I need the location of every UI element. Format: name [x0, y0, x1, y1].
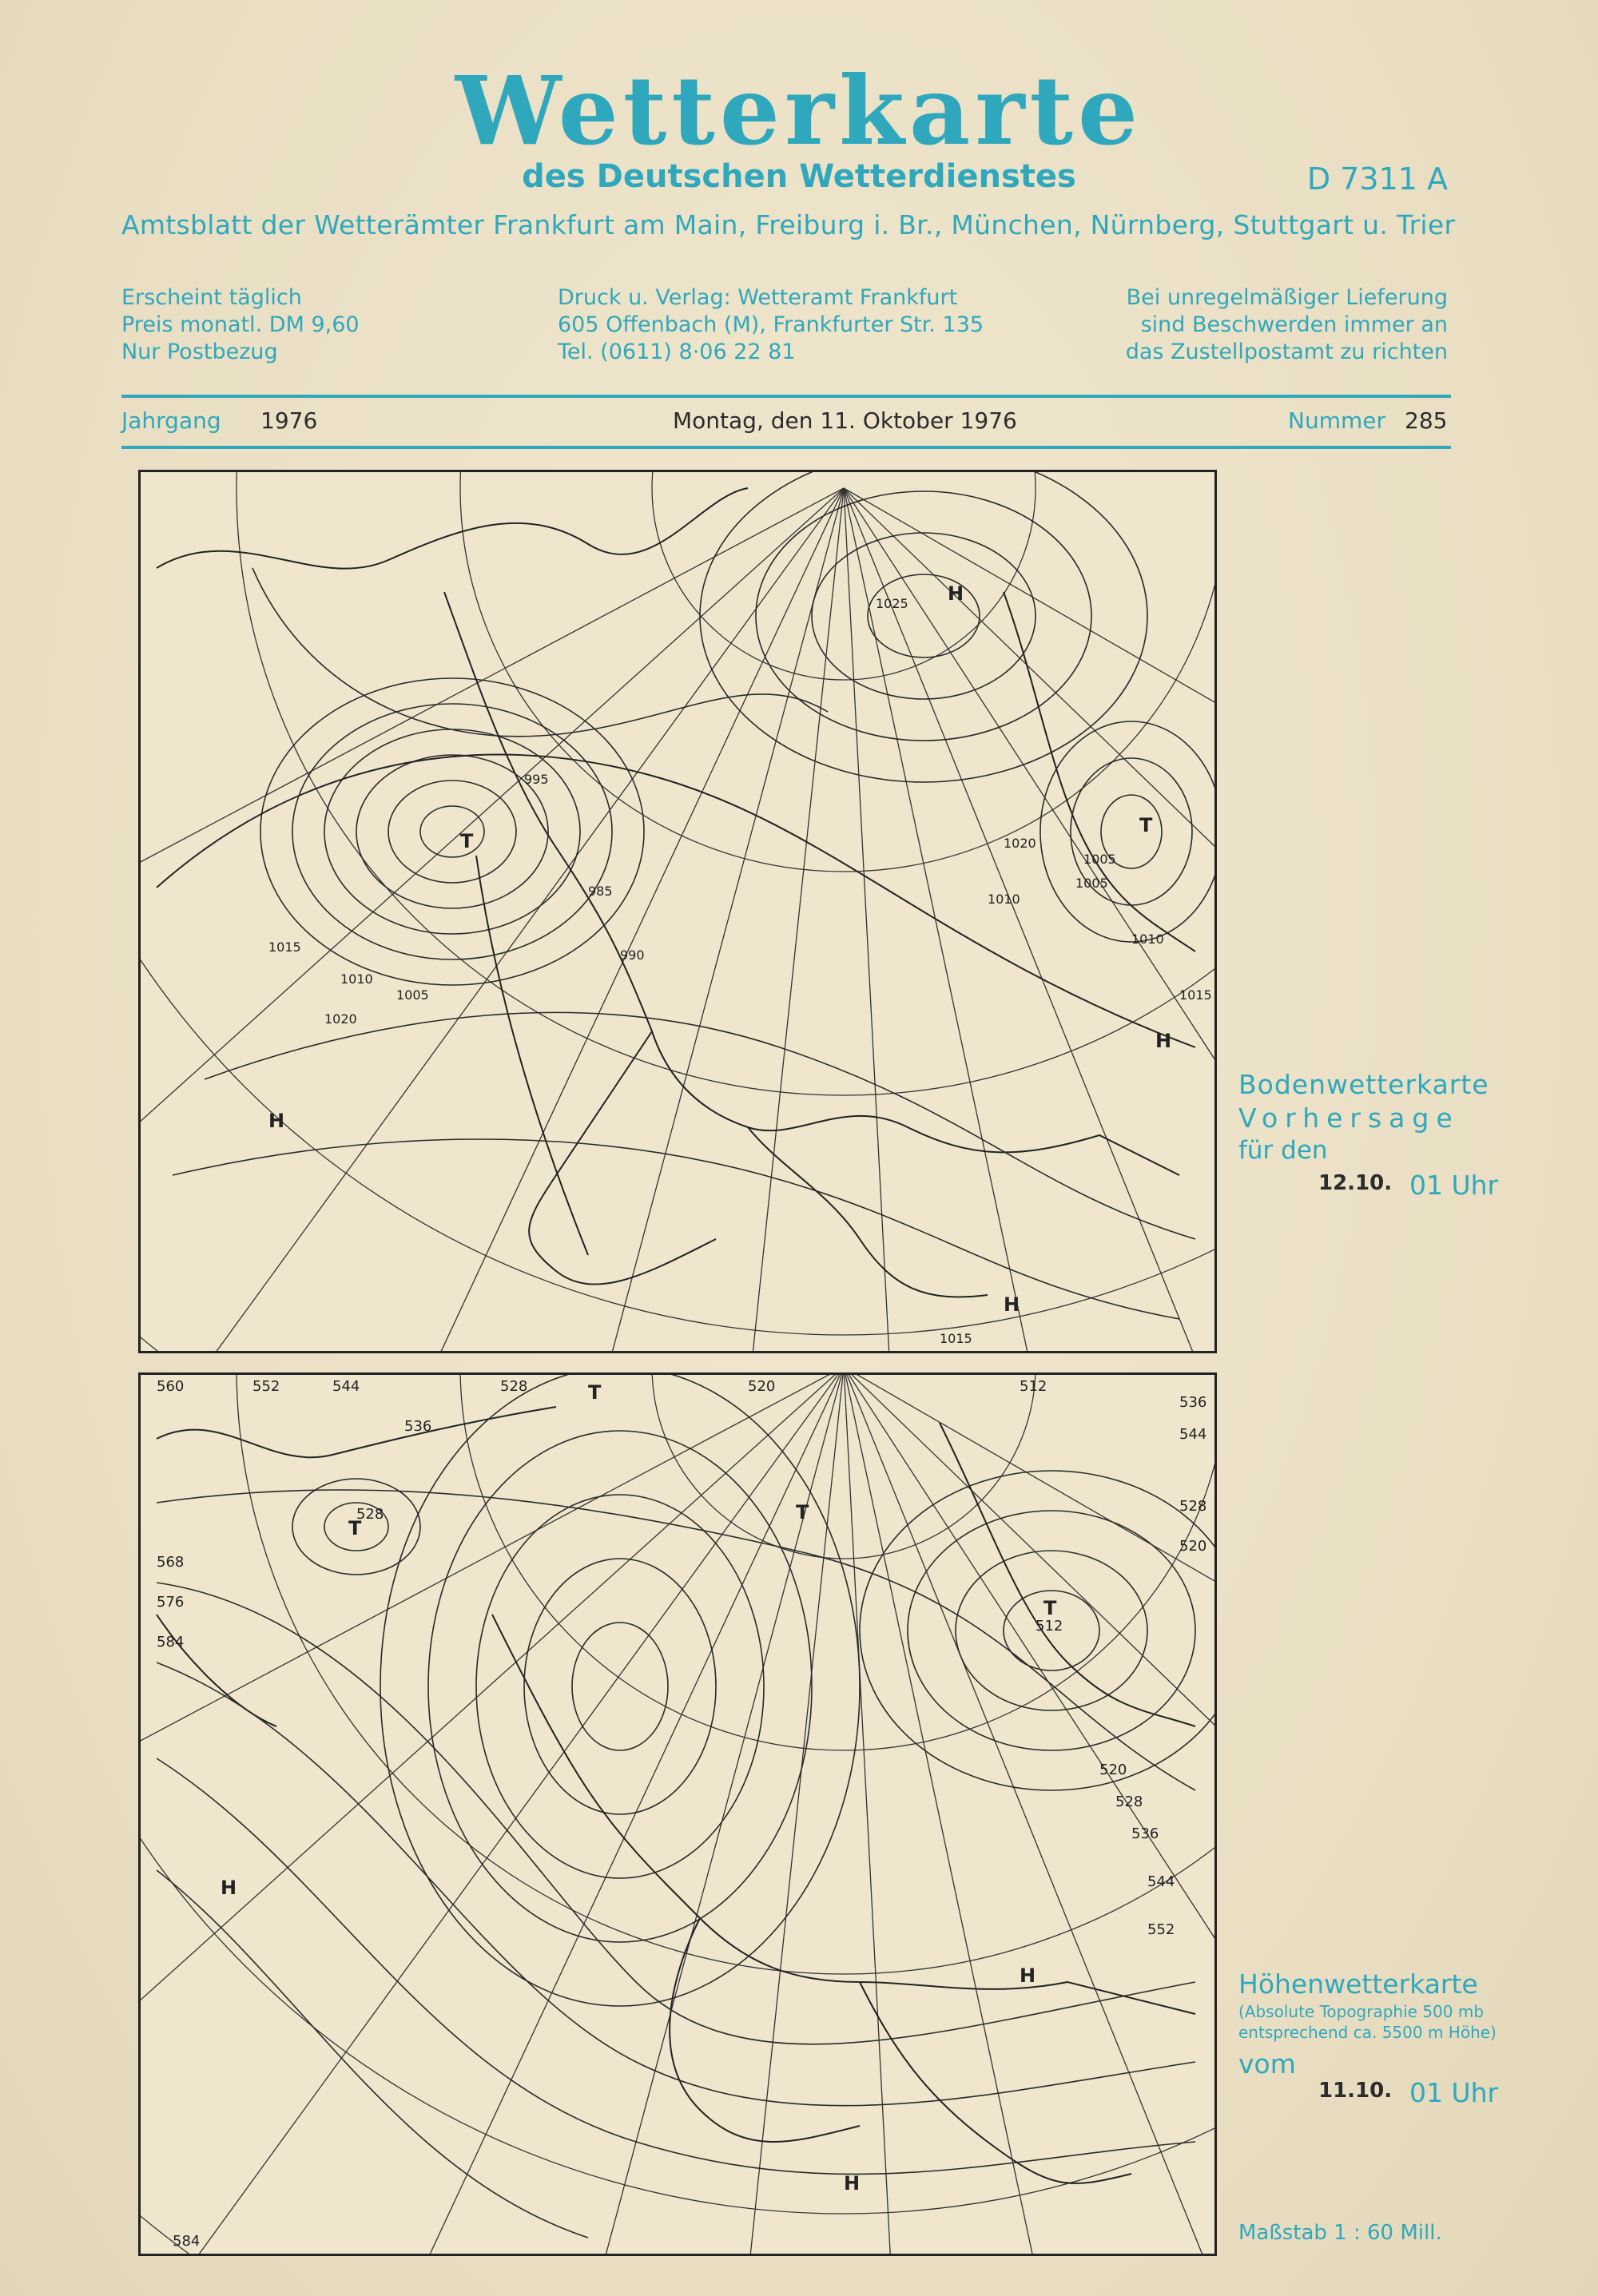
height-center-label: T — [348, 1517, 362, 1539]
height-center-label: T — [1043, 1597, 1057, 1619]
contour-label: 576 — [157, 1594, 185, 1611]
meridian-line — [844, 488, 1159, 1351]
issue-row — [121, 407, 1451, 439]
parallel-line — [652, 1375, 1036, 1559]
isobar-label: 1015 — [940, 1331, 972, 1346]
parallel-line — [237, 472, 1214, 1095]
meridian-line — [141, 488, 844, 1351]
front-line — [476, 856, 588, 1255]
isobar-label: 1015 — [1179, 987, 1212, 1003]
parallel-line — [141, 1375, 1214, 2254]
isoline — [173, 1139, 1179, 1319]
isoline — [428, 1431, 812, 1942]
meridian-line — [844, 1375, 1214, 2126]
isoline — [700, 472, 1147, 782]
isobar-label: 1010 — [988, 892, 1020, 907]
meridian-line — [844, 1375, 1159, 2254]
contour-label: 528 — [356, 1506, 384, 1523]
parallel-line — [141, 472, 1214, 1351]
meridian-line — [844, 1375, 923, 2254]
contour-label: 560 — [157, 1378, 185, 1395]
upper-map-subtitle-2: entsprechend ca. 5500 m Höhe) — [1238, 2023, 1497, 2042]
isobar-label: 995 — [524, 772, 549, 787]
contour-label: 544 — [332, 1378, 360, 1395]
info-center-line: Druck u. Verlag: Wetteramt Frankfurt — [558, 285, 958, 310]
parallel-line — [237, 1375, 1214, 1974]
map-scale: Maßstab 1 : 60 Mill. — [1238, 2221, 1442, 2245]
isoline — [260, 678, 644, 985]
info-right-line: das Zustellpostamt zu richten — [1125, 340, 1448, 364]
masthead-subtitle: des Deutschen Wetterdienstes — [522, 158, 1076, 195]
parallel-line — [141, 1375, 1214, 2214]
height-center-label: T — [588, 1381, 602, 1404]
contour-label: 544 — [1179, 1426, 1207, 1443]
contour-label: 568 — [157, 1554, 185, 1571]
contour-label: 528 — [1115, 1794, 1143, 1810]
meridian-line — [844, 488, 923, 1351]
issue-date: Montag, den 11. Oktober 1976 — [673, 407, 1017, 434]
surface-map-time: 01 Uhr — [1409, 1170, 1499, 1201]
jahrgang-label: Jahrgang — [121, 407, 221, 434]
info-right — [1126, 284, 1448, 366]
contour-label: 536 — [1179, 1394, 1207, 1411]
contour-label: 528 — [500, 1378, 528, 1395]
meridian-line — [685, 1375, 844, 2254]
nummer-value: 285 — [1405, 407, 1448, 434]
info-left-line: Preis monatl. DM 9,60 — [121, 312, 360, 337]
isoline — [476, 1495, 764, 1878]
contour-label: 512 — [1036, 1618, 1063, 1635]
meridian-line — [451, 1375, 844, 2254]
isoline — [157, 1662, 1195, 2106]
upper-map-time: 01 Uhr — [1409, 2077, 1499, 2108]
isoline — [157, 1583, 1195, 2044]
isobar-label: 1015 — [268, 939, 301, 955]
isobar-label: 1010 — [340, 971, 373, 987]
isobar-label: 985 — [588, 884, 613, 899]
info-left-line: Nur Postbezug — [121, 340, 278, 364]
contour-label: 544 — [1147, 1873, 1175, 1890]
contour-label: 584 — [173, 2233, 201, 2250]
info-center — [558, 284, 984, 366]
meridian-line — [844, 1375, 1214, 2254]
coastline — [157, 1407, 1195, 2183]
isoline — [292, 704, 612, 959]
info-left-line: Erscheint täglich — [121, 285, 302, 310]
surface-map-drawing — [141, 472, 1214, 1351]
height-center-label: H — [1020, 1964, 1036, 1987]
isoline — [252, 568, 828, 737]
upper-map-date: 11.10. — [1318, 2079, 1393, 2103]
isoline — [756, 491, 1091, 741]
pressure-center-label: H — [1004, 1293, 1020, 1316]
meridian-line — [844, 1375, 1214, 2254]
height-center-label: H — [221, 1877, 237, 1899]
isoline — [420, 806, 484, 857]
surface-map-subtitle: Vorhersage — [1238, 1102, 1460, 1134]
meridian-line — [685, 488, 844, 1351]
pressure-center-label: H — [268, 1110, 285, 1132]
bottom-rule — [121, 446, 1451, 449]
height-center-label: T — [796, 1501, 809, 1523]
surface-map-fuerden: für den — [1238, 1136, 1328, 1165]
isoline — [524, 1559, 716, 1814]
contour-label: 512 — [1020, 1378, 1047, 1395]
upper-map-vom: vom — [1238, 2048, 1296, 2080]
publication-code: D 7311 A — [1306, 161, 1448, 197]
isoline — [157, 1758, 1195, 2174]
surface-map-title: Bodenwetterkarte — [1238, 1069, 1489, 1100]
isoline — [205, 1012, 1195, 1239]
info-right-line: sind Beschwerden immer an — [1140, 312, 1448, 337]
contour-label: 584 — [157, 1634, 185, 1650]
amtsblatt-line: Amtsblatt der Wetterämter Frankfurt am Main, Freiburg i. Br., München, Nürnberg, Stuttgart u. Trier — [121, 209, 1456, 240]
contour-label: 520 — [1099, 1762, 1127, 1778]
upper-air-map — [138, 1372, 1217, 2256]
isoline — [388, 781, 516, 883]
isobar-label: 1020 — [324, 1011, 357, 1027]
upper-map-title: Höhenwetterkarte — [1238, 1968, 1478, 2000]
contour-label: 520 — [1179, 1538, 1207, 1555]
isoline — [572, 1623, 668, 1750]
isobar-label: 990 — [620, 947, 645, 963]
jahrgang-value: 1976 — [260, 407, 318, 434]
meridian-line — [844, 1375, 1214, 2254]
info-center-line: Tel. (0611) 8·06 22 81 — [558, 340, 796, 364]
contour-label: 536 — [1131, 1825, 1159, 1842]
isobar-label: 1010 — [1131, 932, 1164, 947]
top-rule — [121, 395, 1451, 398]
isobar-label: 1020 — [1004, 836, 1036, 851]
contour-label: 528 — [1179, 1498, 1207, 1515]
pressure-center-label: T — [460, 830, 474, 852]
contour-label: 552 — [1147, 1921, 1175, 1938]
isobar-label: 1005 — [396, 987, 429, 1003]
isobar-label: 1025 — [876, 596, 908, 611]
masthead-title: Wetterkarte — [455, 55, 1143, 166]
pressure-center-label: H — [948, 582, 964, 605]
surface-map-date: 12.10. — [1318, 1171, 1393, 1195]
height-center-label: H — [844, 2172, 861, 2195]
info-center-line: 605 Offenbach (M), Frankfurter Str. 135 — [558, 312, 984, 337]
meridian-line — [451, 488, 844, 1351]
front-line — [157, 755, 1195, 1047]
info-right-line: Bei unregelmäßiger Lieferung — [1126, 285, 1448, 310]
contour-label: 552 — [252, 1378, 280, 1395]
surface-weather-map — [138, 470, 1217, 1353]
info-left — [121, 284, 360, 366]
parallel-line — [652, 472, 1036, 680]
meridian-line — [141, 1375, 844, 2080]
pressure-center-label: H — [1155, 1030, 1172, 1052]
contour-label: 536 — [404, 1418, 432, 1435]
parallel-line — [141, 472, 1214, 1335]
isobar-label: 1005 — [1083, 852, 1116, 867]
isoline — [812, 533, 1036, 699]
meridian-line — [141, 488, 844, 1351]
meridian-line — [202, 488, 844, 1351]
isobar-label: 1005 — [1075, 876, 1108, 891]
parallel-line — [460, 472, 1214, 872]
pressure-center-label: T — [1139, 814, 1153, 836]
isoline — [157, 1490, 1195, 1790]
nummer-label: Nummer — [1288, 407, 1385, 434]
contour-label: 520 — [748, 1378, 776, 1395]
upper-map-subtitle-1: (Absolute Topographie 500 mb — [1238, 2002, 1485, 2021]
upper-map-drawing — [141, 1375, 1214, 2254]
isoline — [380, 1375, 860, 2006]
